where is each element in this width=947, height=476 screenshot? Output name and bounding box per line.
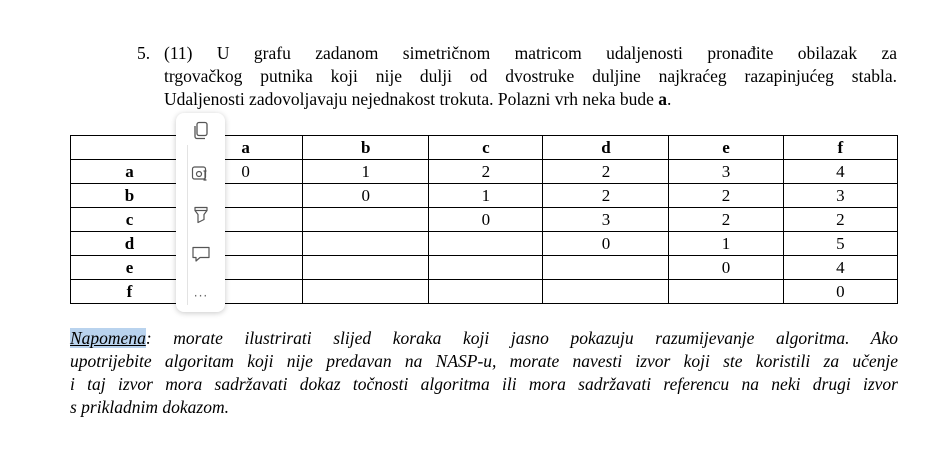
note-line-2: upotrijebite algoritam koji nije predavan na NASP-u, morate navesti izvor koji ste koristili za učenje (70, 351, 898, 371)
matrix-cell: 2 (543, 184, 669, 208)
matrix-cell: 4 (783, 160, 897, 184)
matrix-cell: 0 (669, 256, 783, 280)
matrix-cell: 1 (669, 232, 783, 256)
matrix-cell: 2 (669, 184, 783, 208)
floating-toolbar (176, 113, 225, 312)
note-line-1-rest: : morate ilustrirati slijed koraka koji jasno pokazuju razumijevanje algoritma. Ako (145, 328, 898, 348)
matrix-row-header: b (71, 184, 189, 208)
matrix-cell: 0 (783, 280, 897, 304)
matrix-cell: 4 (783, 256, 897, 280)
matrix-col-header: f (783, 136, 897, 160)
note-paragraph (70, 327, 898, 419)
matrix-col-header: c (429, 136, 543, 160)
matrix-cell: 3 (783, 184, 897, 208)
matrix-corner-cell (71, 136, 189, 160)
problem-line-3-text: Udaljenosti zadovoljavaju nejednakost trokuta. Polazni vrh neka bude (164, 89, 659, 109)
matrix-cell: 0 (303, 184, 429, 208)
matrix-cell (303, 208, 429, 232)
note-line-4: s prikladnim dokazom. (70, 397, 229, 417)
copy-icon (192, 121, 210, 141)
matrix-cell (429, 256, 543, 280)
matrix-row-header: d (71, 232, 189, 256)
problem-line-1: (11) U grafu zadanom simetričnom matricom udaljenosti pronađite obilazak za (164, 43, 897, 63)
matrix-col-header: e (669, 136, 783, 160)
problem-line-2: trgovačkog putnika koji nije dulji od dvostruke duljine najkraćeg razapinjućeg stabla. (164, 66, 897, 86)
matrix-col-header: d (543, 136, 669, 160)
matrix-cell: 3 (669, 160, 783, 184)
matrix-col-header: b (303, 136, 429, 160)
matrix-cell (429, 232, 543, 256)
select-text-button[interactable] (188, 162, 214, 186)
matrix-cell (543, 256, 669, 280)
more-button[interactable] (188, 284, 214, 308)
note-highlight[interactable]: Napomena (70, 328, 146, 348)
matrix-cell: 2 (669, 208, 783, 232)
matrix-row-header: f (71, 280, 189, 304)
comment-icon (191, 245, 211, 263)
matrix-cell: 3 (543, 208, 669, 232)
matrix-cell (303, 256, 429, 280)
matrix-cell (429, 280, 543, 304)
note-line-1 (70, 327, 898, 350)
note-line-3: i taj izvor mora sadržavati dokaz točnosti algoritma ili mora sadržavati referencu na neki drugi izvor (70, 374, 898, 394)
matrix-cell: 0 (543, 232, 669, 256)
matrix-cell: 2 (429, 160, 543, 184)
problem-text (164, 42, 897, 111)
select-text-icon (191, 165, 211, 183)
problem-end-punct: . (667, 89, 672, 109)
matrix-cell: 5 (783, 232, 897, 256)
matrix-cell: 2 (783, 208, 897, 232)
problem-line-3 (164, 88, 897, 111)
matrix-cell (303, 232, 429, 256)
matrix-cell: 0 (189, 160, 303, 184)
matrix-cell: 1 (303, 160, 429, 184)
matrix-cell: 0 (429, 208, 543, 232)
matrix-cell: 1 (429, 184, 543, 208)
highlighter-icon (192, 205, 210, 225)
start-vertex: a (658, 89, 667, 109)
problem-number: 5. (137, 43, 151, 63)
more-icon: ··· (193, 289, 209, 303)
highlight-button[interactable] (188, 203, 214, 227)
copy-button[interactable] (188, 119, 214, 143)
matrix-cell (543, 280, 669, 304)
matrix-cell: 2 (543, 160, 669, 184)
matrix-cell (669, 280, 783, 304)
comment-button[interactable] (188, 242, 214, 266)
matrix-row-header: c (71, 208, 189, 232)
matrix-row-header: e (71, 256, 189, 280)
matrix-col-header: a (189, 136, 303, 160)
matrix-row-header: a (71, 160, 189, 184)
matrix-cell (303, 280, 429, 304)
problem-statement (137, 42, 897, 111)
